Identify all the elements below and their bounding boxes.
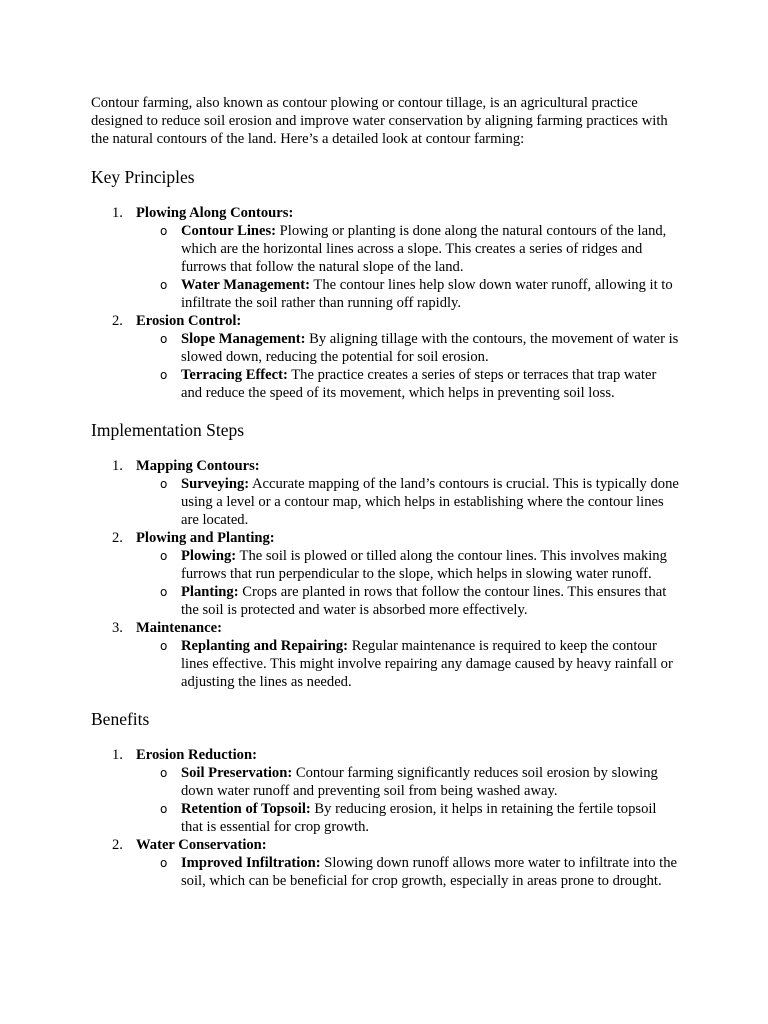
- sub-list: [136, 222, 679, 312]
- sub-list-item: [136, 583, 679, 619]
- document-body: [91, 94, 679, 890]
- sub-item-text: Slowing down runoff allows more water to infiltrate into the soil, which can be beneficial for crop growth, especially in areas prone to drought.: [181, 855, 678, 889]
- list-item: [91, 204, 679, 312]
- item-number: 3.: [112, 620, 123, 636]
- item-number: 2.: [112, 530, 123, 546]
- sub-item-text: Accurate mapping of the land’s contours is crucial. This is typically done using a level or a contour map, which helps in establishing where the contour lines are located.: [181, 476, 679, 528]
- bullet-icon: o: [160, 477, 168, 491]
- sub-item-term: Water Management:: [181, 277, 311, 293]
- item-title: Plowing Along Contours:: [136, 205, 294, 221]
- bullet-icon: o: [160, 549, 168, 563]
- sub-item-text: Crops are planted in rows that follow the contour lines. This ensures that the soil is protected and water is absorbed more effectively.: [181, 584, 667, 618]
- item-title: Plowing and Planting:: [136, 530, 275, 546]
- list-item: [91, 312, 679, 402]
- bullet-icon: o: [160, 766, 168, 780]
- sub-item-text: The practice creates a series of steps or terraces that trap water and reduce the speed of its movement, which helps in preventing soil loss.: [181, 367, 657, 401]
- bullet-icon: o: [160, 639, 168, 653]
- section-heading-key-principles: Key Principles: [91, 167, 195, 187]
- item-number: 1.: [112, 747, 123, 763]
- item-title: Water Conservation:: [136, 837, 267, 853]
- sub-item-term: Slope Management:: [181, 331, 306, 347]
- sub-list-item: [136, 764, 679, 800]
- sub-item-text: Regular maintenance is required to keep the contour lines effective. This might involve repairing any damage caused by heavy rainfall or adjusting the lines as needed.: [181, 638, 673, 690]
- sub-item-term: Terracing Effect:: [181, 367, 288, 383]
- sub-list: [136, 330, 679, 402]
- item-number: 2.: [112, 313, 123, 329]
- sub-item-term: Surveying:: [181, 476, 250, 492]
- sub-item-text: Plowing or planting is done along the natural contours of the land, which are the horizontal lines across a slope. This creates a series of ridges and furrows that follow the natural slope of the land.: [181, 223, 667, 275]
- item-title: Mapping Contours:: [136, 458, 260, 474]
- sub-list-item: [136, 854, 679, 890]
- list-item: [91, 836, 679, 890]
- sub-item-term: Retention of Topsoil:: [181, 801, 311, 817]
- item-title: Maintenance:: [136, 620, 222, 636]
- item-number: 2.: [112, 837, 123, 853]
- bullet-icon: o: [160, 802, 168, 816]
- item-number: 1.: [112, 205, 123, 221]
- key-principles-list: [91, 204, 679, 402]
- sub-list-item: [136, 800, 679, 836]
- sub-item-text: The soil is plowed or tilled along the contour lines. This involves making furrows that run perpendicular to the slope, which helps in slowing water runoff.: [181, 548, 667, 582]
- sub-item-text: By reducing erosion, it helps in retaining the fertile topsoil that is essential for crop growth.: [181, 801, 657, 835]
- bullet-icon: o: [160, 224, 168, 238]
- intro-paragraph: Contour farming, also known as contour plowing or contour tillage, is an agricultural practice designed to reduce soil erosion and improve water conservation by aligning farming practices with the natural contours of the land. Here’s a detailed look at contour farming:: [91, 95, 668, 147]
- list-item: [91, 529, 679, 619]
- sub-item-term: Planting:: [181, 584, 239, 600]
- item-title: Erosion Reduction:: [136, 747, 257, 763]
- sub-item-term: Soil Preservation:: [181, 765, 293, 781]
- sub-item-term: Contour Lines:: [181, 223, 277, 239]
- sub-list-item: [136, 637, 679, 691]
- sub-list-item: [136, 330, 679, 366]
- list-item: [91, 746, 679, 836]
- bullet-icon: o: [160, 585, 168, 599]
- sub-list-item: [136, 276, 679, 312]
- sub-item-term: Improved Infiltration:: [181, 855, 321, 871]
- section-heading-implementation-steps: Implementation Steps: [91, 420, 245, 440]
- item-number: 1.: [112, 458, 123, 474]
- list-item: [91, 619, 679, 691]
- bullet-icon: o: [160, 332, 168, 346]
- bullet-icon: o: [160, 278, 168, 292]
- sub-list-item: [136, 366, 679, 402]
- sub-list: [136, 547, 679, 619]
- section-heading-benefits: Benefits: [91, 709, 150, 729]
- sub-item-term: Plowing:: [181, 548, 237, 564]
- sub-list: [136, 764, 679, 836]
- item-title: Erosion Control:: [136, 313, 242, 329]
- bullet-icon: o: [160, 368, 168, 382]
- sub-item-text: The contour lines help slow down water runoff, allowing it to infiltrate the soil rather than running off rapidly.: [181, 277, 673, 311]
- sub-list: [136, 854, 679, 890]
- implementation-steps-list: [91, 457, 679, 691]
- sub-list-item: [136, 222, 679, 276]
- list-item: [91, 457, 679, 529]
- sub-item-term: Replanting and Repairing:: [181, 638, 349, 654]
- sub-list-item: [136, 475, 679, 529]
- sub-list: [136, 637, 679, 691]
- bullet-icon: o: [160, 856, 168, 870]
- sub-list: [136, 475, 679, 529]
- sub-item-text: Contour farming significantly reduces soil erosion by slowing down water runoff and preventing soil from being washed away.: [181, 765, 658, 799]
- sub-list-item: [136, 547, 679, 583]
- sub-item-text: By aligning tillage with the contours, the movement of water is slowed down, reducing the potential for soil erosion.: [181, 331, 679, 365]
- benefits-list: [91, 746, 679, 890]
